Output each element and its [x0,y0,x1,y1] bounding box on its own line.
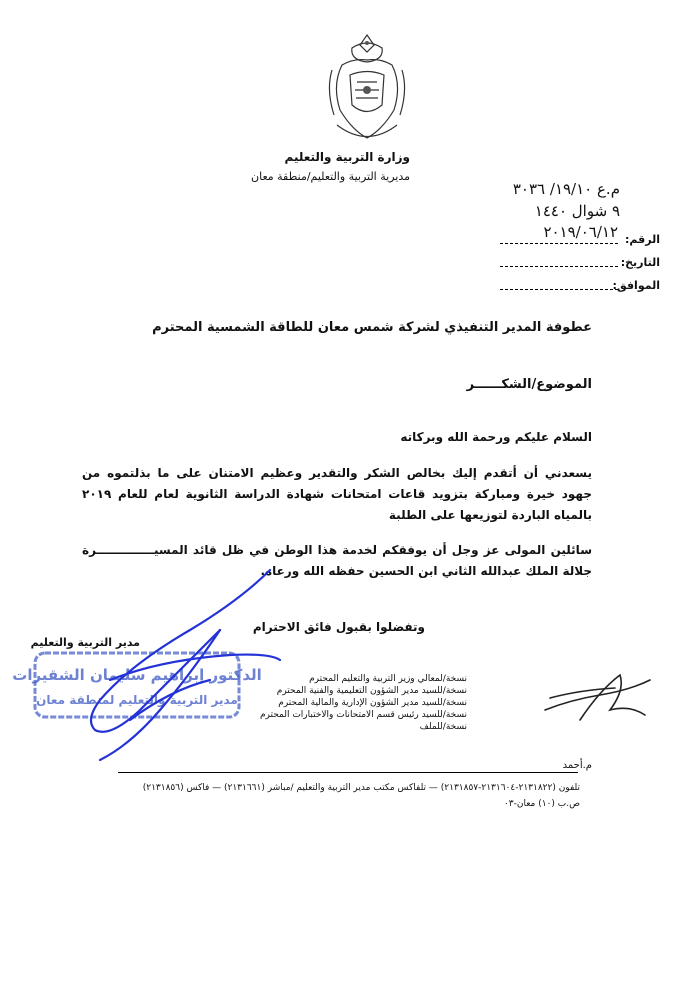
ministry-name: وزارة التربية والتعليم [284,150,410,164]
corresponding-date-label: الموافق: [612,279,660,292]
body-paragraph-thanks: يسعدني أن أتقدم إليك بخالص الشكر والتقدير وعظيم الامتنان على ما بذلتموه من جهود خيرة ومباركة بتزويد قاعات امتحانات شهادة الدراسة الثانوية لعام للعام ٢٠١٩ بالمياه الباردة لتوزيعها على الطلبة [82,466,592,522]
footer-address: ص.ب (١٠) معان-٠٣ [503,799,580,809]
reference-number-line [500,243,618,244]
corresponding-date-line [500,289,618,290]
signer-title: مدير التربية والتعليم [30,636,140,649]
royal-emblem-icon [322,30,412,150]
date-line [500,266,618,267]
initials-mark-icon [540,660,660,735]
reference-number: م.ع ١٩/١٠/ ٣٠٣٦ [512,180,620,198]
copies-list [260,673,467,733]
gregorian-date: ٢٠١٩/٠٦/١٢ [543,223,618,241]
copy-item: نسخة/للسيد رئيس قسم الامتحانات والاختبارات المحترم [259,710,467,720]
typist-initials: م.أحمد [562,760,592,771]
date-label: التاريخ: [620,256,660,269]
footer-contact: تلفون (٢١٣١٨٢٢-٢١٣١٦٠٤-٢١٣١٨٥٧) — تلفاكس مكتب مدير التربية والتعليم /مباشر (٢١٣١٦٦١) — فاكس (٢١٣١٨٥٦) [142,783,580,793]
subject-line: الموضوع/الشكــــــر [466,377,592,392]
footer-divider [118,772,578,773]
addressee: عطوفة المدير التنفيذي لشركة شمس معان للطاقة الشمسية المحترم [152,320,592,335]
copy-item: نسخة/للملف [419,722,467,732]
hijri-date: ٩ شوال ١٤٤٠ [534,202,620,220]
greeting: السلام عليكم ورحمة الله وبركاته [400,430,592,444]
closing-line: وتفضلوا بقبول فائق الاحترام [252,620,425,634]
signature-icon [70,560,310,770]
stamp-title-line: مدير التربية والتعليم لمنطقة معان [36,693,238,707]
body-paragraph-prayer: سائلين المولى عز وجل أن يوفقكم لخدمة هذا الوطن في ظل قائد المسيــــــــــــــرة جلالة الملك عبدالله الثاني ابن الحسين حفظه الله ورعاه. [82,543,592,578]
stamp-name-line: الدكتور إبراهيم سليمان الشقيرات [12,666,262,684]
copy-item: نسخة/لمعالي وزير التربية والتعليم المحترم [309,674,467,684]
copy-item: نسخة/للسيد مدير الشؤون التعليمية والفنية المحترم [276,686,467,696]
directorate-name: مديرية التربية والتعليم/منطقة معان [251,170,410,183]
reference-number-label: الرقم: [625,233,660,246]
copy-item: نسخة/للسيد مدير الشؤون الإدارية والمالية المحترم [278,698,467,708]
